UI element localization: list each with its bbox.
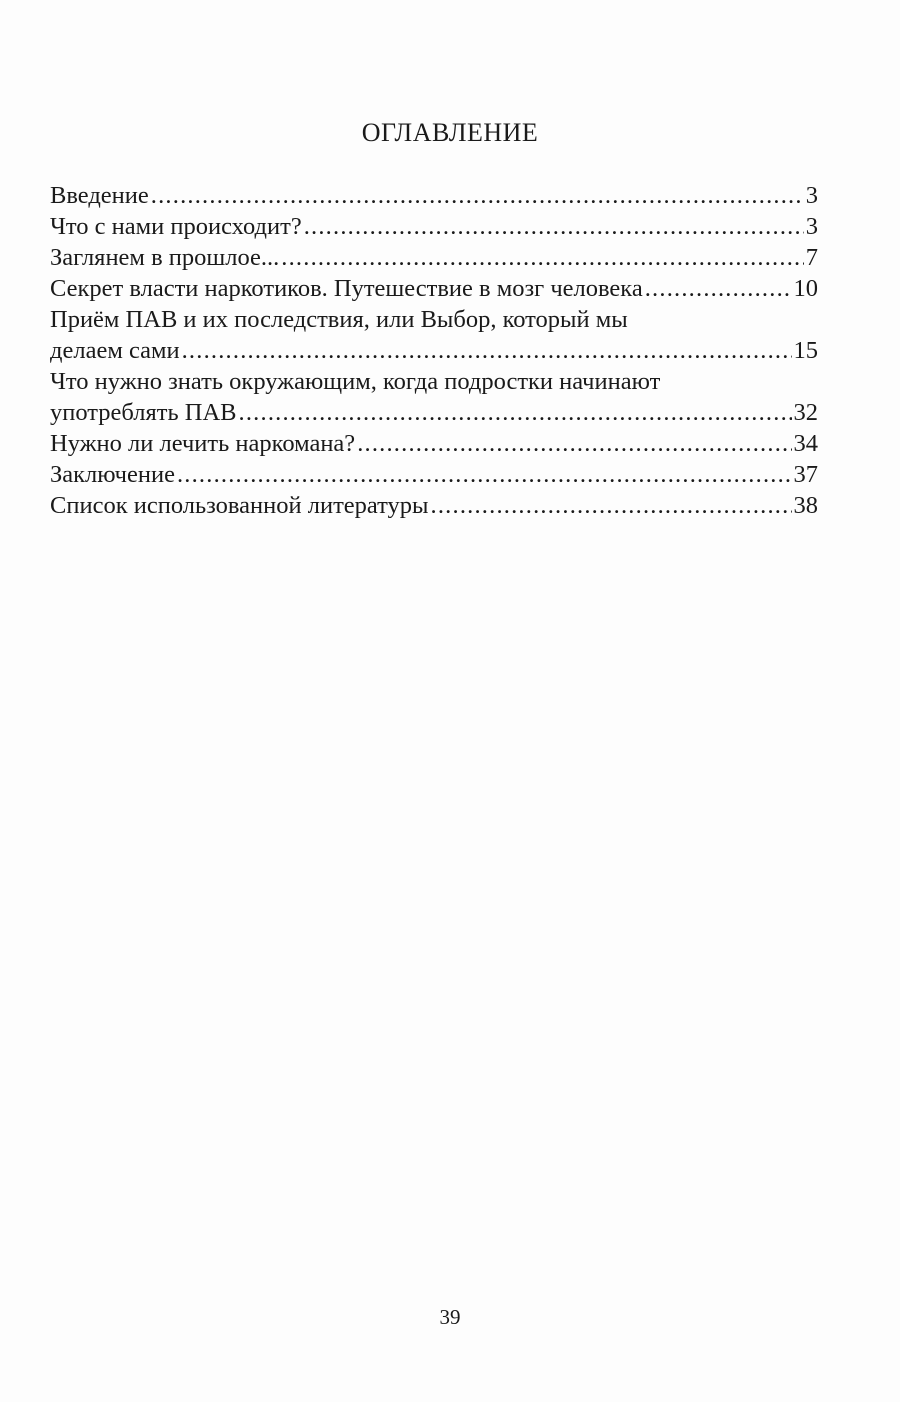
toc-line xyxy=(50,490,818,521)
dot-leader xyxy=(151,180,804,211)
toc-entry-page: 37 xyxy=(793,461,818,488)
toc-line xyxy=(50,335,818,366)
toc-entry-introduction xyxy=(50,180,818,211)
toc-entry-conclusion xyxy=(50,459,818,490)
dot-leader xyxy=(281,242,803,273)
toc-entry-title: Секрет власти наркотиков. Путешествие в мозг человека xyxy=(50,275,643,302)
toc-entry-past xyxy=(50,242,818,273)
toc-entry-title: делаем сами xyxy=(50,337,180,364)
toc-entry-title: употреблять ПАВ xyxy=(50,399,237,426)
dot-leader xyxy=(304,211,804,242)
toc-entry-references xyxy=(50,490,818,521)
toc-entry-title: Что с нами происходит? xyxy=(50,213,302,240)
toc-entry-title: Заключение xyxy=(50,461,175,488)
toc-line xyxy=(50,397,818,428)
table-of-contents xyxy=(50,180,818,521)
toc-entry-page: 3 xyxy=(805,182,818,209)
toc-entry-page: 38 xyxy=(793,492,818,519)
toc-entry-title-line: Что нужно знать окружающим, когда подростки начинают xyxy=(50,368,661,395)
toc-line xyxy=(50,273,818,304)
dot-leader xyxy=(182,335,792,366)
toc-entry-title: Нужно ли лечить наркомана? xyxy=(50,430,356,457)
dot-leader xyxy=(645,273,792,304)
toc-entry-surroundings xyxy=(50,366,818,428)
toc-line xyxy=(50,211,818,242)
toc-entry-page: 3 xyxy=(805,213,818,240)
toc-entry-page: 15 xyxy=(793,337,818,364)
toc-entry-what-happens xyxy=(50,211,818,242)
dot-leader xyxy=(177,459,792,490)
toc-entry-page: 7 xyxy=(805,244,818,271)
toc-entry-treatment xyxy=(50,428,818,459)
toc-entry-secret xyxy=(50,273,818,304)
dot-leader xyxy=(357,428,791,459)
toc-entry-consequences xyxy=(50,304,818,366)
toc-line xyxy=(50,428,818,459)
toc-entry-page: 32 xyxy=(793,399,818,426)
toc-entry-title: Введение xyxy=(50,182,149,209)
toc-entry-title: Список использованной литературы xyxy=(50,492,429,519)
toc-line xyxy=(50,459,818,490)
dot-leader xyxy=(239,397,792,428)
toc-line xyxy=(50,242,818,273)
toc-entry-title-line: Приём ПАВ и их последствия, или Выбор, который мы xyxy=(50,306,628,333)
page-number: 39 xyxy=(439,1305,461,1329)
toc-line xyxy=(50,180,818,211)
toc-entry-page: 10 xyxy=(793,275,818,302)
dot-leader xyxy=(431,490,792,521)
page-title: ОГЛАВЛЕНИЕ xyxy=(361,118,539,147)
toc-entry-title: Заглянем в прошлое... xyxy=(50,244,280,271)
toc-entry-page: 34 xyxy=(793,430,818,457)
